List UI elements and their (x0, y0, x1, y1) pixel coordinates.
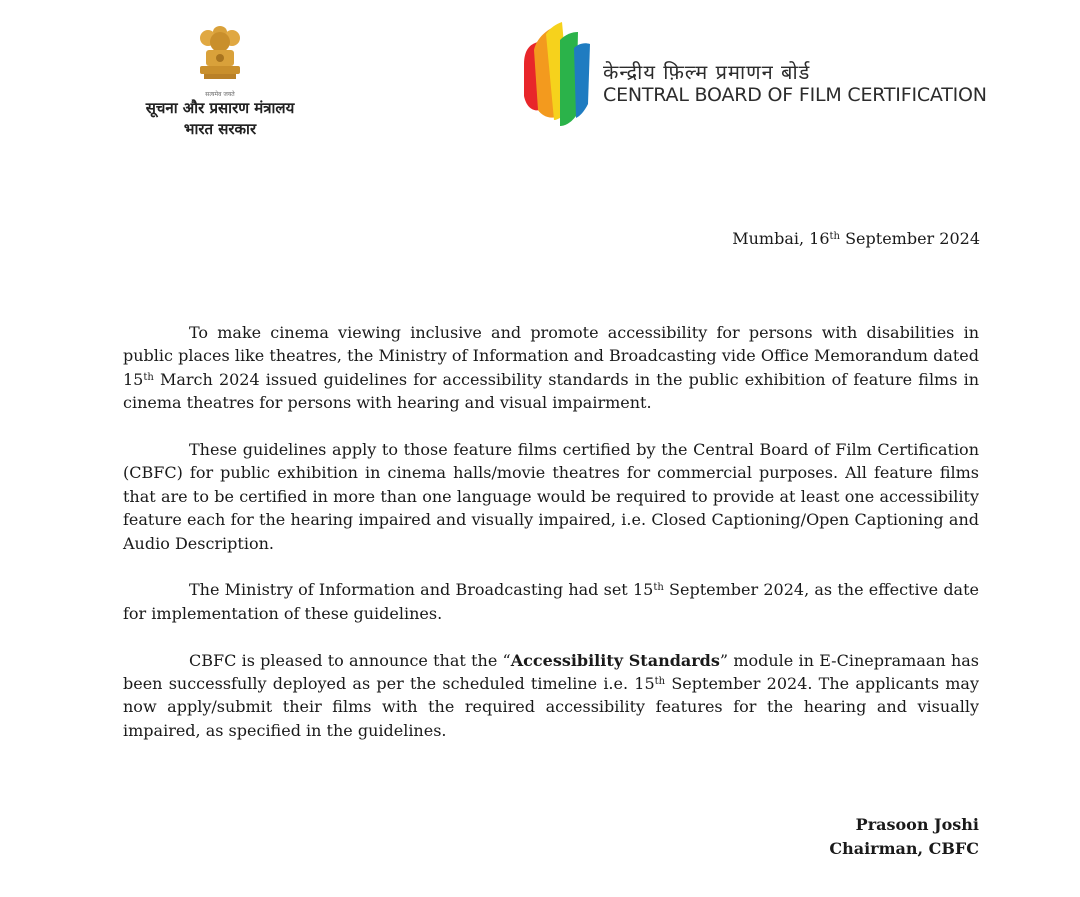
p3-sup: th (653, 582, 664, 594)
cbfc-name-hindi: केन्द्रीय फ़िल्म प्रमाणन बोर्ड (603, 60, 811, 84)
date-sup: th (829, 231, 840, 242)
date-prefix: Mumbai, 16 (732, 229, 830, 248)
paragraph-4 (123, 649, 979, 743)
national-emblem-icon (192, 22, 248, 92)
p3-text-a: The Ministry of Information and Broadcasting had set 15 (189, 580, 654, 600)
signatory-name: Prasoon Joshi (855, 815, 979, 834)
p4-text-c: September 2024. The applicants may now apply/submit their films with the required accessibility features for the hearing and visually impaired, as specified in the guidelines. (123, 674, 980, 740)
date-line (732, 229, 980, 248)
p1-text-b: March 2024 issued guidelines for accessibility standards in the public exhibition of feature films in cinema theatres for persons with hearing and visual impairment. (123, 369, 979, 413)
ministry-name: सूचना और प्रसारण मंत्रालय (145, 99, 295, 117)
letter-body (123, 321, 979, 742)
paragraph-1 (123, 321, 979, 415)
signatory-title: Chairman, CBFC (829, 839, 979, 858)
paragraph-2: These guidelines apply to those feature films certified by the Central Board of Film Certification (CBFC) for public exhibition in cinema halls/movie theatres for commercial purposes. All feature films that are to be certified in more than one language would be required to provide at least one accessibility feature each for the hearing impaired and visually impaired, i.e. Closed Captioning/Open Captioning and Audio Description. (123, 440, 979, 553)
emblem-motto: सत्यमेव जयते (205, 91, 235, 98)
p1-sup: th (143, 371, 154, 383)
signature-block (829, 813, 979, 861)
cbfc-logo-icon (520, 20, 598, 128)
paragraph-3 (123, 578, 979, 625)
ministry-header (110, 22, 330, 140)
cbfc-name-english: CENTRAL BOARD OF FILM CERTIFICATION (603, 84, 987, 106)
date-suffix: September 2024 (840, 229, 980, 248)
cbfc-header (520, 20, 990, 130)
p4-text-b: ” module in E-Cinepramaan has been successfully deployed as per the scheduled timeline i.e. 15 (123, 650, 980, 694)
p4-bold: Accessibility Standards (510, 650, 720, 670)
p1-text-a: To make cinema viewing inclusive and promote accessibility for persons with disabilities in public places like theatres, the Ministry of Information and Broadcasting vide Office Memorandum dated 15 (123, 323, 979, 389)
p4-text-a: CBFC is pleased to announce that the “ (189, 650, 511, 670)
p3-text-b: September 2024, as the effective date for implementation of these guidelines. (123, 580, 979, 623)
p4-sup: th (654, 676, 666, 688)
government-name: भारत सरकार (183, 120, 257, 138)
